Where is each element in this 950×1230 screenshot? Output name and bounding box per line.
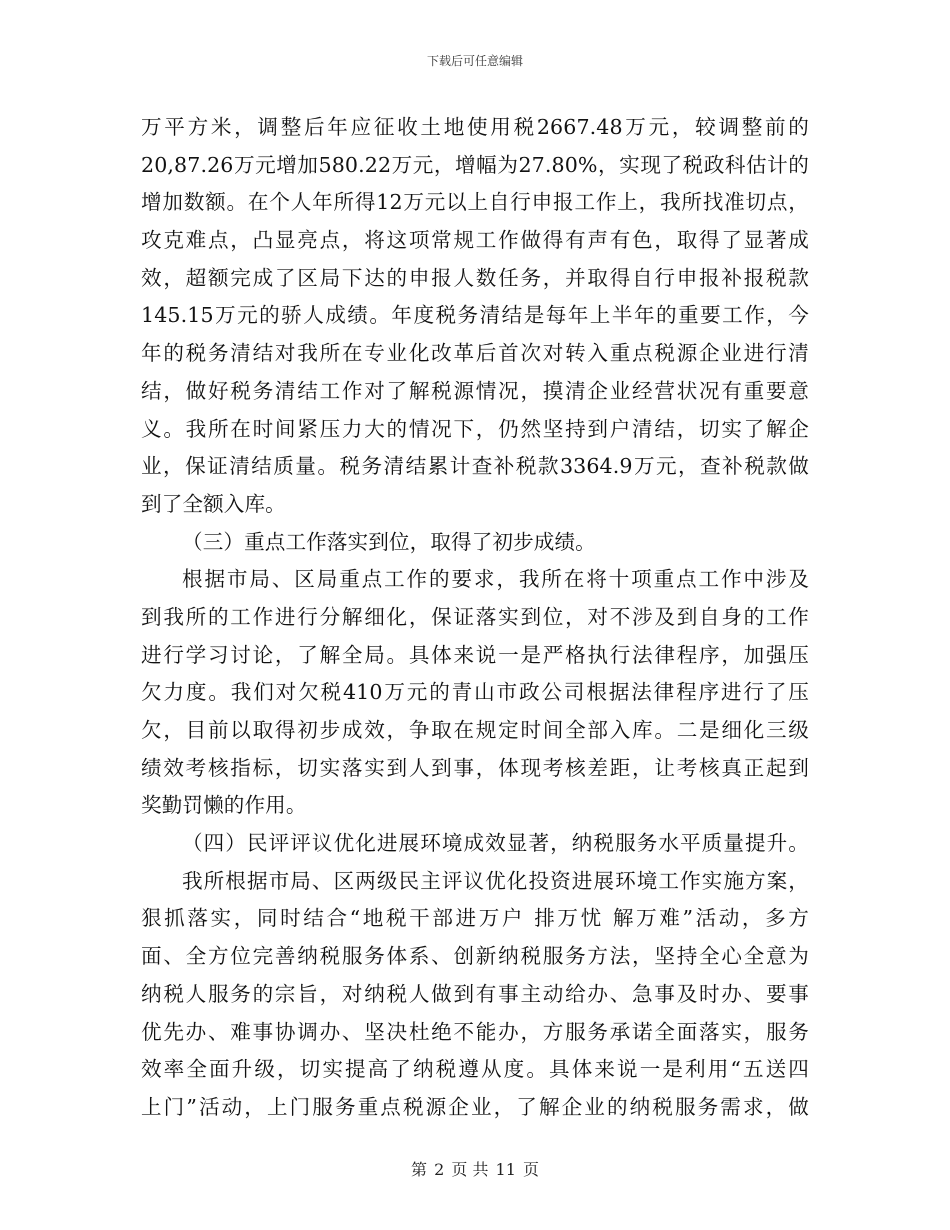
text-line: 纳税人服务的宗旨，对纳税人做到有事主动给办、急事及时办、要事 <box>141 981 809 1006</box>
footer-total-pages: 11 <box>495 1160 516 1179</box>
text-line: （三）重点工作落实到位，取得了初步成绩。 <box>182 529 596 554</box>
text-line: 到我所的工作进行分解细化，保证落实到位，对不涉及到自身的工作 <box>141 604 809 629</box>
text-line: 根据市局、区局重点工作的要求，我所在将十项重点工作中涉及 <box>182 567 809 592</box>
text-line: 我所根据市局、区两级民主评议优化投资进展环境工作实施方案， <box>182 868 809 893</box>
page-header: 下载后可任意编辑 <box>426 54 523 68</box>
text-line: 145.15万元的骄人成绩。年度税务清结是每年上半年的重要工作，今 <box>141 303 809 328</box>
text-line: 攻克难点，凸显亮点，将这项常规工作做得有声有色，取得了显著成 <box>141 228 809 253</box>
text-line: 20,87.26万元增加580.22万元，增幅为27.80%，实现了税政科估计的 <box>141 152 809 177</box>
footer-page-number: 2 <box>434 1160 445 1179</box>
text-line: 效，超额完成了区局下达的申报人数任务，并取得自行申报补报税款 <box>141 265 809 290</box>
text-line: 结，做好税务清结工作对了解税源情况，摸清企业经营状况有重要意 <box>141 378 809 403</box>
page-footer <box>0 1157 950 1180</box>
text-line: 上门”活动，上门服务重点税源企业，了解企业的纳税服务需求，做 <box>141 1094 809 1119</box>
text-line: 进行学习讨论，了解全局。具体来说一是严格执行法律程序，加强压 <box>141 642 809 667</box>
text-line: 年的税务清结对我所在专业化改革后首次对转入重点税源企业进行清 <box>141 341 809 366</box>
footer-suffix: 页 <box>523 1160 540 1179</box>
text-line: 业，保证清结质量。税务清结累计查补税款3364.9万元，查补税款做 <box>141 454 809 479</box>
text-line: 面、全方位完善纳税服务体系、创新纳税服务方法，坚持全心全意为 <box>141 944 809 969</box>
text-line: 效率全面升级，切实提高了纳税遵从度。具体来说一是利用“五送四 <box>141 1057 809 1082</box>
text-line: 绩效考核指标，切实落实到人到事，体现考核差距，让考核真正起到 <box>141 755 809 780</box>
text-line: 欠，目前以取得初步成效，争取在规定时间全部入库。二是细化三级 <box>141 718 809 742</box>
text-line: 奖勤罚懒的作用。 <box>141 793 307 818</box>
text-line: （四）民评评议优化进展环境成效显著，纳税服务水平质量提升。 <box>182 831 809 856</box>
text-line: 欠力度。我们对欠税410万元的青山市政公司根据法律程序进行了压 <box>141 680 809 705</box>
document-body <box>141 109 809 1127</box>
text-line: 万平方米，调整后年应征收土地使用税2667.48万元，较调整前的 <box>141 115 809 139</box>
footer-mid: 页 共 <box>451 1160 489 1179</box>
text-line: 到了全额入库。 <box>141 491 286 516</box>
footer-prefix: 第 <box>410 1160 427 1179</box>
text-line: 增加数额。在个人年所得12万元以上自行申报工作上，我所找准切点， <box>141 190 809 215</box>
text-line: 狠抓落实，同时结合“地税干部进万户 排万忧 解万难”活动，多方 <box>141 906 809 931</box>
text-line: 优先办、难事协调办、坚决杜绝不能办，方服务承诺全面落实，服务 <box>141 1019 809 1044</box>
text-line: 义。我所在时间紧压力大的情况下，仍然坚持到户清结，切实了解企 <box>141 416 809 441</box>
